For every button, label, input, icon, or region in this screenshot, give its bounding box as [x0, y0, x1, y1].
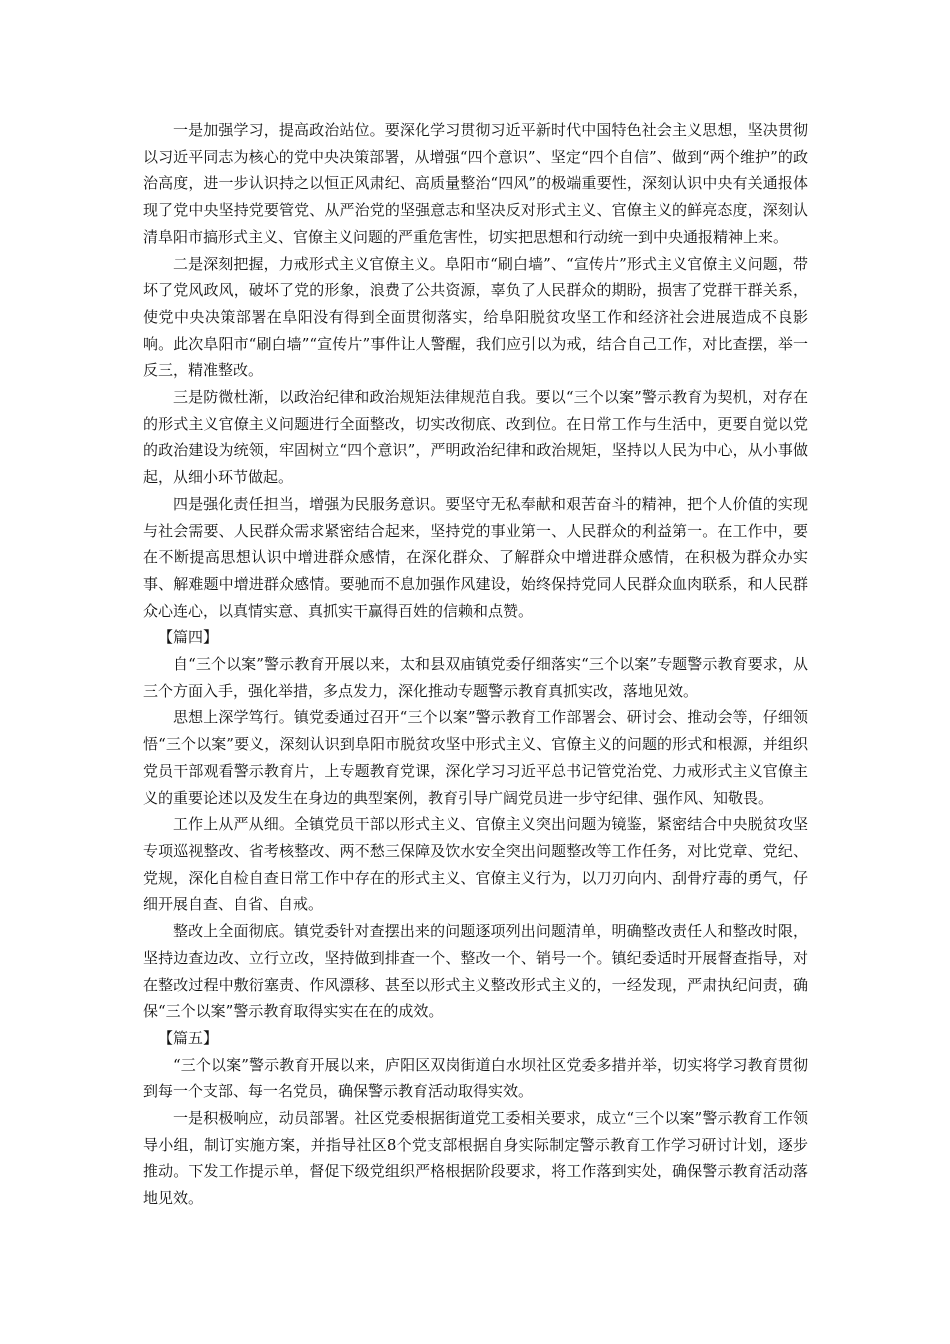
paragraph: 思想上深学笃行。镇党委通过召开“三个以案”警示教育工作部署会、研讨会、推动会等，仔细领悟“三个以案”要义，深刻认识到阜阳市脱贫攻坚中形式主义、官僚主义的问题的形式和根源，并组织党员干部观看警示教育片，上专题教育党课，深化学习习近平总书记管党治党、力戒形式主义官僚主义的重要论述以及发生在身边的典型案例，教育引导广阔党员进一步守纪律、强作风、知敬畏。 — [143, 708, 808, 807]
section-heading: 【篇五】 — [158, 1028, 219, 1047]
document-page — [143, 117, 808, 1212]
paragraph: “三个以案”警示教育开展以来，庐阳区双岗街道白水坝社区党委多措并举，切实将学习教育贯彻到每一个支部、每一名党员，确保警示教育活动取得实效。 — [143, 1055, 808, 1101]
paragraph: 一是加强学习，提高政治站位。要深化学习贯彻习近平新时代中国特色社会主义思想，坚决贯彻以习近平同志为核心的党中央决策部署，从增强“四个意识”、坚定“四个自信”、做到“两个维护”的政治高度，进一步认识持之以恒正风肃纪、高质量整治“四风”的极端重要性，深刻认识中央有关通报体现了党中央坚持党要管党、从严治党的坚强意志和坚决反对形式主义、官僚主义的鲜亮态度，深刻认清阜阳市搞形式主义、官僚主义问题的严重危害性，切实把思想和行动统一到中央通报精神上来。 — [143, 121, 808, 246]
paragraph: 二是深刻把握，力戒形式主义官僚主义。阜阳市“刷白墙”、“宣传片”形式主义官僚主义问题，带坏了党风政风，破坏了党的形象，浪费了公共资源，辜负了人民群众的期盼，损害了党群干群关系，使党中央决策部署在阜阳没有得到全面贯彻落实，给阜阳脱贫攻坚工作和经济社会进展造成不良影响。此次阜阳市“刷白墙”“宣传片”事件让人警醒，我们应引以为戒，结合自己工作，对比查摆，举一反三，精准整改。 — [143, 254, 808, 380]
paragraph: 自“三个以案”警示教育开展以来，太和县双庙镇党委仔细落实“三个以案”专题警示教育要求，从三个方面入手，强化举措，多点发力，深化推动专题警示教育真抓实改，落地见效。 — [143, 655, 808, 700]
paragraph: 三是防微杜渐，以政治纪律和政治规矩法律规范自我。要以“三个以案”警示教育为契机，对存在的形式主义官僚主义问题进行全面整改，切实改彻底、改到位。在日常工作与生活中，更要自觉以党的政治建设为统领，牢固树立“四个意识”，严明政治纪律和政治规矩，坚持以人民为中心，从小事做起，从细小环节做起。 — [143, 388, 808, 487]
paragraph: 工作上从严从细。全镇党员干部以形式主义、官僚主义突出问题为镜鉴，紧密结合中央脱贫攻坚专项巡视整改、省考核整改、两不愁三保障及饮水安全突出问题整改等工作任务，对比党章、党纪、党规，深化自检自查日常工作中存在的形式主义、官僚主义行为，以刀刃向内、刮骨疗毒的勇气，仔细开展自查、自省、自戒。 — [143, 815, 808, 914]
section-heading: 【篇四】 — [158, 628, 219, 647]
paragraph: 四是强化责任担当，增强为民服务意识。要坚守无私奉献和艰苦奋斗的精神，把个人价值的实现与社会需要、人民群众需求紧密结合起来，坚持党的事业第一、人民群众的利益第一。在工作中，要在不断提高思想认识中增进群众感情，在深化群众、了解群众中增进群众感情，在积极为群众办实事、解难题中增进群众感情。要驰而不息加强作风建设，始终保持党同人民群众血肉联系，和人民群众心连心，以真情实意、真抓实干赢得百姓的信赖和点赞。 — [143, 494, 808, 620]
paragraph: 整改上全面彻底。镇党委针对查摆出来的问题逐项列出问题清单，明确整改责任人和整改时限，坚持边查边改、立行立改，坚持做到排查一个、整改一个、销号一个。镇纪委适时开展督查指导，对在整改过程中敷衍塞责、作风漂移、甚至以形式主义整改形式主义的，一经发现，严肃执纪问责，确保“三个以案”警示教育取得实实在在的成效。 — [143, 922, 808, 1021]
paragraph: 一是积极响应，动员部署。社区党委根据街道党工委相关要求，成立“三个以案”警示教育工作领导小组，制订实施方案，并指导社区8个党支部根据自身实际制定警示教育工作学习研讨计划，逐步推动。下发工作提示单，督促下级党组织严格根据阶段要求，将工作落到实处，确保警示教育活动落地见效。 — [143, 1109, 808, 1208]
